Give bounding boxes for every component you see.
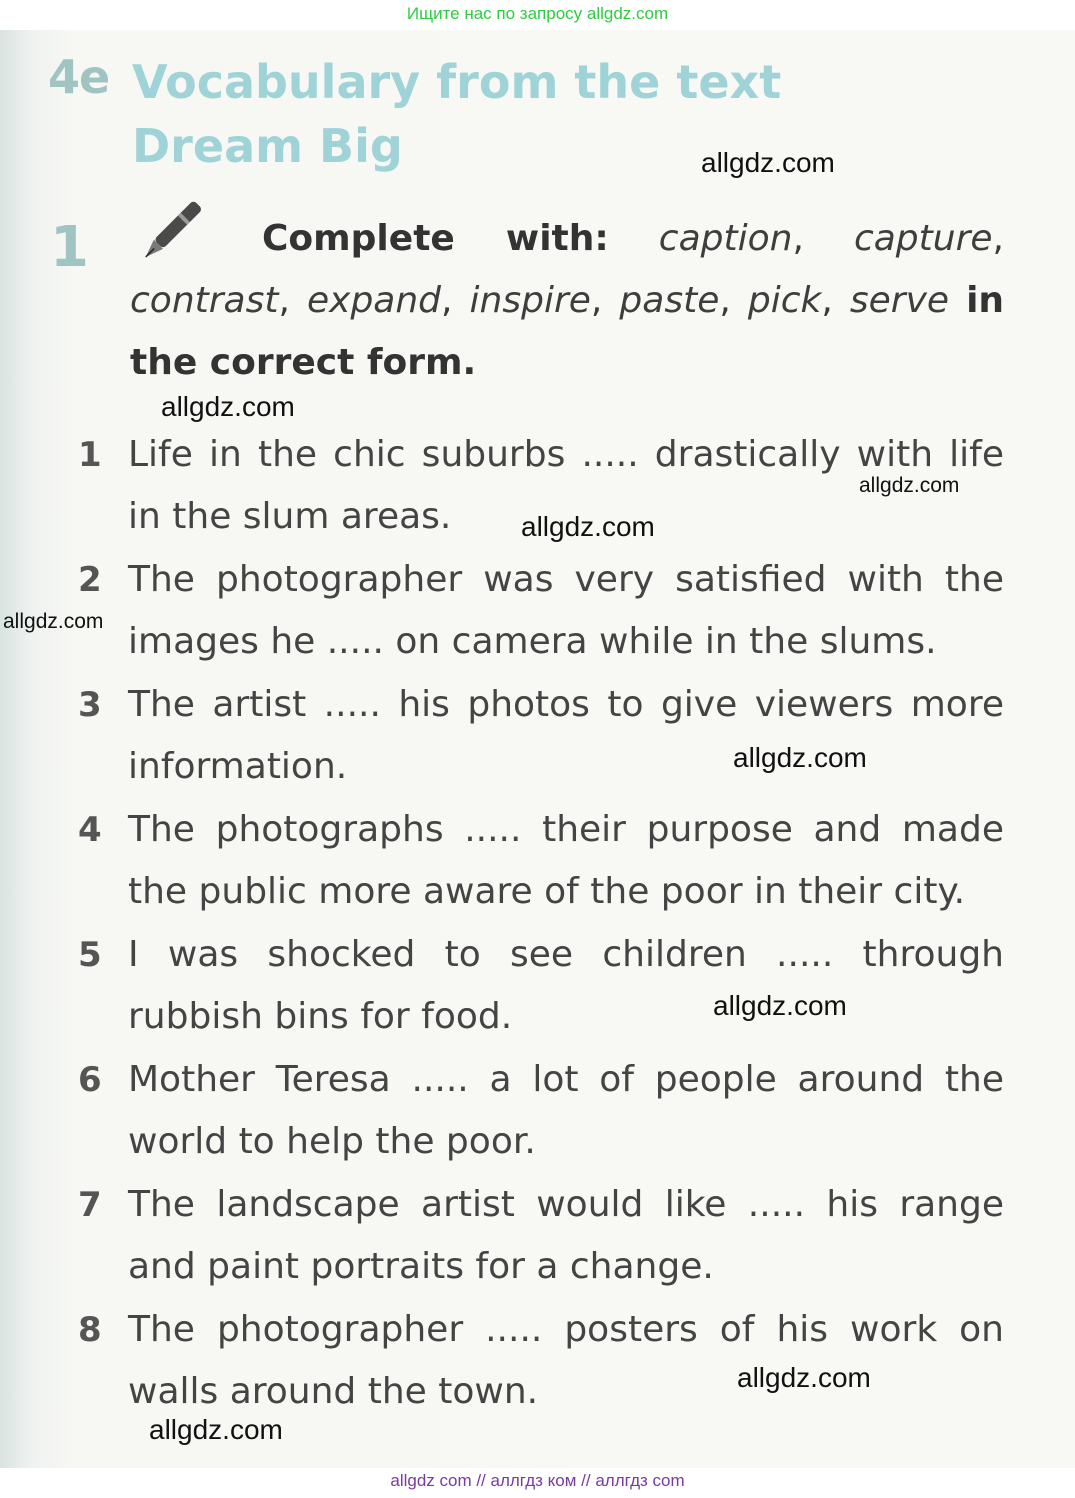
word-capture: capture: [853, 218, 993, 259]
item-number: 4: [78, 810, 102, 850]
watermark: allgdz.com: [733, 742, 867, 773]
item-text: The photographs ..... their purpose and made the public more aware of the poor in their city.: [128, 809, 1004, 912]
watermark: allgdz.com: [701, 147, 835, 178]
exercise-instruction: Complete with: caption, capture, contrast, expand, inspire, paste, pick, serve in the correct form.: [130, 218, 1005, 383]
lesson-title-line1: Vocabulary from the text: [132, 55, 782, 109]
lesson-title-line2: Dream Big: [132, 119, 403, 173]
word-paste: paste: [619, 280, 720, 321]
watermark: allgdz.com: [3, 610, 104, 633]
exercise-item: [70, 674, 1004, 798]
item-number: 3: [78, 685, 102, 725]
watermark: allgdz.com: [737, 1362, 871, 1393]
item-number: 5: [78, 935, 102, 975]
word-pick: pick: [747, 280, 822, 321]
instruction-tail: in the correct form.: [130, 280, 1005, 383]
item-number: 8: [78, 1310, 102, 1350]
top-banner: Ищите нас по запросу allgdz.com: [406, 4, 669, 23]
bottom-banner: allgdz com // аллгдз ком // аллгдз com: [390, 1471, 685, 1490]
item-number: 2: [78, 560, 102, 600]
item-number: 6: [78, 1060, 102, 1100]
exercise-item: [70, 1299, 1004, 1423]
item-text: The artist ..... his photos to give viewers more information.: [128, 684, 1004, 787]
word-expand: expand: [306, 280, 442, 321]
item-number: 1: [78, 435, 102, 475]
watermark: allgdz.com: [521, 511, 655, 542]
word-contrast: contrast: [130, 280, 279, 321]
word-caption: caption: [658, 218, 793, 259]
item-number: 7: [78, 1185, 102, 1225]
item-text: Mother Teresa ..... a lot of people around the world to help the poor.: [128, 1059, 1004, 1162]
exercise-item: [70, 1174, 1004, 1298]
item-text: The photographer ..... posters of his work on walls around the town.: [128, 1309, 1004, 1412]
exercise-number: 1: [50, 215, 89, 280]
item-text: The photographer was very satisfied with the images he ..... on camera while in the slums.: [128, 559, 1004, 662]
watermark: allgdz.com: [713, 990, 847, 1021]
exercise-item: [70, 549, 1004, 673]
exercise-item: [70, 799, 1004, 923]
exercise-item: [70, 924, 1004, 1048]
watermark: allgdz.com: [161, 391, 295, 422]
instruction-lead: Complete with:: [262, 218, 609, 259]
item-text: Life in the chic suburbs ..... drastically with life in the slum areas.: [128, 434, 1004, 537]
word-inspire: inspire: [469, 280, 591, 321]
watermark: allgdz.com: [149, 1414, 283, 1445]
item-text: I was shocked to see children ..... through rubbish bins for food.: [128, 934, 1004, 1037]
watermark: allgdz.com: [859, 474, 960, 497]
exercise-items: [70, 424, 1004, 1424]
item-text: The landscape artist would like ..... his range and paint portraits for a change.: [128, 1184, 1004, 1287]
lesson-code: 4e: [48, 50, 110, 104]
exercise-item: [70, 1049, 1004, 1173]
word-serve: serve: [849, 280, 950, 321]
